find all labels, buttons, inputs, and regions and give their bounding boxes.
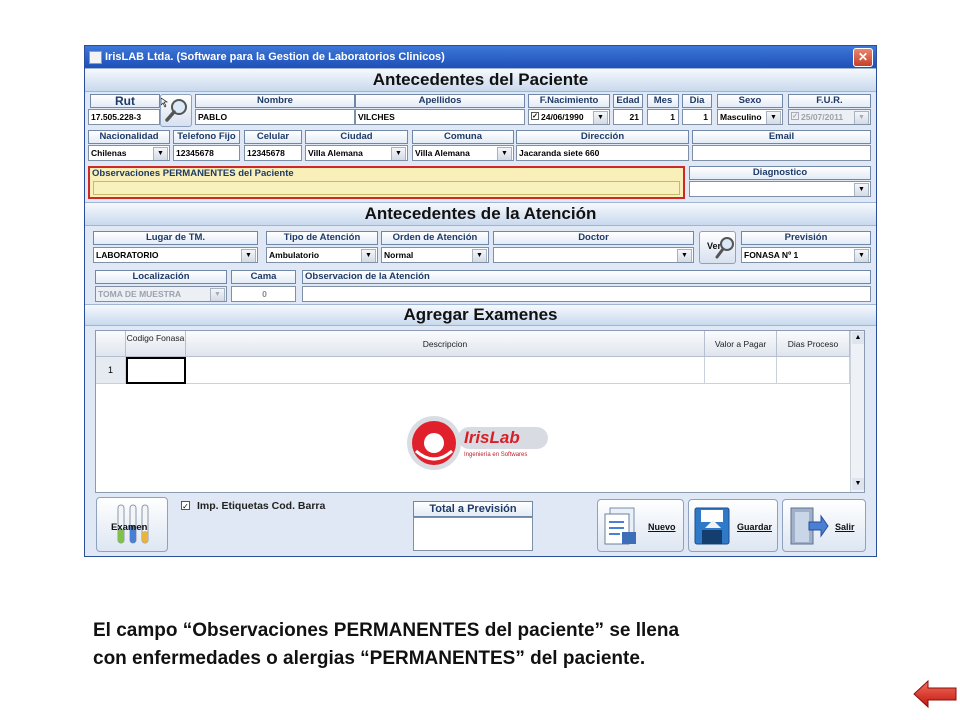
back-arrow-icon[interactable] [913, 679, 957, 709]
comuna-value: Villa Alemana [415, 148, 470, 158]
section-patient-title: Antecedentes del Paciente [85, 68, 876, 92]
sexo-select[interactable] [717, 109, 783, 125]
label-orden-atencion: Orden de Atención [381, 231, 489, 245]
print-labels-checkbox[interactable]: ✓ [182, 502, 189, 511]
label-diagnostico: Diagnostico [689, 166, 871, 180]
direccion-field[interactable]: Jacaranda siete 660 [516, 145, 689, 161]
column-header-descripcion[interactable]: Descripcion [186, 331, 705, 357]
edad-field[interactable]: 21 [613, 109, 643, 125]
app-icon [89, 51, 102, 64]
descripcion-cell[interactable] [186, 357, 705, 384]
label-direccion: Dirección [516, 130, 689, 144]
label-email: Email [692, 130, 871, 144]
apellidos-field[interactable]: VILCHES [355, 109, 525, 125]
vertical-scrollbar[interactable] [850, 331, 864, 492]
label-total-prevision: Total a Previsión [413, 501, 533, 517]
exams-grid [95, 330, 865, 493]
chevron-down-icon[interactable]: ▼ [153, 147, 168, 161]
fnacimiento-checkbox[interactable]: ✓ [532, 113, 538, 120]
prevision-value: FONASA Nº 1 [744, 250, 799, 260]
examen-label: Examen [111, 522, 148, 533]
chevron-down-icon[interactable]: ▼ [593, 111, 608, 125]
column-header-dias[interactable]: Dias Proceso [777, 331, 850, 357]
caption-line-1: El campo “Observaciones PERMANENTES del paciente” se llena [93, 620, 680, 641]
column-header-valor[interactable]: Valor a Pagar [705, 331, 777, 357]
label-prevision: Previsión [741, 231, 871, 245]
examen-button[interactable] [96, 497, 168, 552]
irislab-logo-icon [406, 415, 466, 475]
scroll-down-icon[interactable]: ▼ [852, 478, 864, 490]
search-rut-button[interactable] [160, 94, 192, 127]
label-ciudad: Ciudad [305, 130, 408, 144]
ver-label: Ver [707, 241, 722, 251]
chevron-down-icon[interactable]: ▼ [854, 183, 869, 197]
nacionalidad-select[interactable] [88, 145, 170, 161]
prevision-select[interactable] [741, 247, 871, 263]
email-field[interactable] [692, 145, 871, 161]
guardar-label [737, 522, 772, 532]
label-observacion-atencion: Observacion de la Atención [302, 270, 871, 284]
lugar-value: LABORATORIO [96, 250, 159, 260]
label-fur: F.U.R. [788, 94, 871, 108]
localizacion-select [95, 286, 227, 302]
lugar-select[interactable] [93, 247, 258, 263]
fnacimiento-field[interactable] [528, 109, 610, 125]
codigo-cell[interactable] [126, 357, 186, 384]
valor-cell[interactable] [705, 357, 777, 384]
label-sexo: Sexo [717, 94, 783, 108]
chevron-down-icon: ▼ [854, 111, 869, 125]
celular-field[interactable]: 12345678 [244, 145, 302, 161]
nuevo-label-text: Nuevo [648, 522, 676, 532]
observaciones-permanentes-highlight [88, 166, 685, 199]
dias-cell[interactable] [777, 357, 850, 384]
caption-line-2: con enfermedades o alergias “PERMANENTES” del paciente. [93, 648, 646, 669]
label-fnacimiento: F.Nacimiento [528, 94, 610, 108]
label-nombre: Nombre [195, 94, 355, 108]
irislab-logo [406, 415, 556, 475]
total-prevision-field [413, 517, 533, 551]
orden-atencion-select[interactable] [381, 247, 489, 263]
chevron-down-icon[interactable]: ▼ [854, 249, 869, 263]
row-number: 1 [96, 357, 126, 384]
save-disk-icon [693, 506, 731, 546]
dia-field[interactable]: 1 [682, 109, 712, 125]
guardar-label-text: Guardar [737, 522, 773, 532]
irislab-logo-text: IrisLab [458, 427, 548, 449]
mes-field[interactable]: 1 [647, 109, 679, 125]
app-window [84, 45, 877, 557]
new-document-icon [602, 506, 640, 548]
chevron-down-icon[interactable]: ▼ [766, 111, 781, 125]
ciudad-value: Villa Alemana [308, 148, 363, 158]
nuevo-label [648, 522, 676, 532]
guardar-button[interactable] [688, 499, 778, 552]
irislab-tagline: Ingeniería en Softwares [464, 452, 528, 458]
nuevo-button[interactable] [597, 499, 684, 552]
print-labels-label: Imp. Etiquetas Cod. Barra [197, 500, 326, 512]
chevron-down-icon[interactable]: ▼ [497, 147, 512, 161]
fur-value: 25/07/2011 [801, 112, 844, 122]
observaciones-field[interactable] [93, 181, 680, 195]
magnifier-icon [714, 235, 736, 263]
tipo-atencion-value: Ambulatorio [269, 250, 320, 260]
telefono-field[interactable]: 12345678 [173, 145, 240, 161]
observacion-atencion-field[interactable] [302, 286, 871, 302]
label-mes: Mes [647, 94, 679, 108]
chevron-down-icon[interactable]: ▼ [677, 249, 692, 263]
label-rut: Rut [90, 94, 160, 108]
localizacion-value: TOMA DE MUESTRA [98, 289, 182, 299]
chevron-down-icon[interactable]: ▼ [391, 147, 406, 161]
scroll-up-icon[interactable]: ▲ [852, 332, 864, 344]
ver-doctor-button[interactable] [699, 231, 736, 264]
tipo-atencion-select[interactable] [266, 247, 378, 263]
fur-checkbox: ✓ [792, 113, 798, 120]
slide-caption [93, 617, 893, 673]
comuna-select[interactable] [412, 145, 514, 161]
chevron-down-icon[interactable]: ▼ [361, 249, 376, 263]
orden-atencion-value: Normal [384, 250, 414, 260]
chevron-down-icon[interactable]: ▼ [472, 249, 487, 263]
cama-field[interactable]: 0 [231, 286, 296, 302]
label-localizacion: Localización [95, 270, 227, 284]
ciudad-select[interactable] [305, 145, 408, 161]
sexo-value: Masculino [720, 112, 762, 122]
rut-field[interactable]: 17.505.228-3 [88, 109, 160, 125]
chevron-down-icon[interactable]: ▼ [241, 249, 256, 263]
chevron-down-icon: ▼ [210, 288, 225, 302]
fnacimiento-value: 24/06/1990 [541, 112, 584, 122]
title-bar [85, 46, 876, 68]
label-nacionalidad: Nacionalidad [88, 130, 170, 144]
grid-corner [96, 331, 126, 357]
close-button[interactable]: ✕ [853, 48, 873, 67]
nombre-field[interactable]: PABLO [195, 109, 355, 125]
fur-field [788, 109, 871, 125]
label-doctor: Doctor [493, 231, 694, 245]
nacionalidad-value: Chilenas [91, 148, 127, 158]
window-title: IrisLAB Ltda. (Software para la Gestion de Laboratorios Clinicos) [105, 51, 445, 63]
section-attention-title: Antecedentes de la Atención [85, 202, 876, 226]
label-celular: Celular [244, 130, 302, 144]
label-dia: Dia [682, 94, 712, 108]
label-tipo-atencion: Tipo de Atención [266, 231, 378, 245]
label-comuna: Comuna [412, 130, 514, 144]
salir-label [835, 522, 855, 532]
label-telefono: Telefono Fijo [173, 130, 240, 144]
label-edad: Edad [613, 94, 643, 108]
label-lugar: Lugar de TM. [93, 231, 258, 245]
label-apellidos: Apellidos [355, 94, 525, 108]
magnifier-icon [161, 95, 191, 126]
salir-button[interactable] [782, 499, 866, 552]
section-exams-title: Agregar Examenes [85, 304, 876, 326]
salir-label-text: Salir [835, 522, 855, 532]
doctor-select[interactable] [493, 247, 694, 263]
label-cama: Cama [231, 270, 296, 284]
exit-door-icon [787, 504, 829, 548]
label-observaciones: Observaciones PERMANENTES del Paciente [92, 168, 294, 179]
column-header-codigo[interactable]: Codigo Fonasa [126, 331, 186, 357]
diagnostico-select[interactable] [689, 181, 871, 197]
